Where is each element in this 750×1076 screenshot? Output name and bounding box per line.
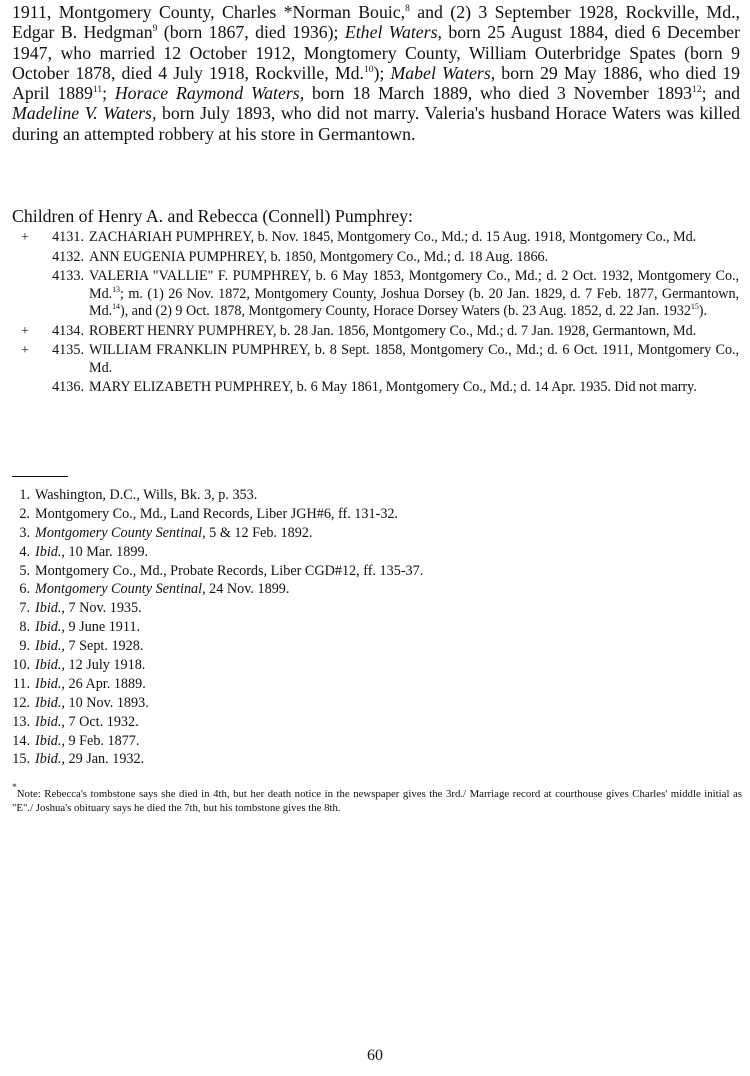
footnote-ref: 13 — [112, 284, 121, 294]
footnote-number: 5. — [19, 562, 30, 579]
italic-name: Madeline V. Waters, — [12, 103, 157, 124]
footnote — [0, 562, 750, 581]
text-run: 1911, Montgomery County, Charles *Norman Bouic, — [12, 2, 406, 22]
footnote-number: 14. — [12, 732, 30, 749]
footnote — [0, 713, 750, 732]
footnote-ref: 15 — [690, 302, 699, 311]
footnote-text — [35, 732, 139, 750]
entry-text — [89, 249, 739, 267]
italic-name: Ibid., — [35, 600, 65, 617]
footnote-text — [35, 543, 148, 561]
footnote — [0, 750, 750, 769]
italic-name: Mabel Waters, — [390, 62, 496, 83]
footnote-text — [35, 675, 146, 693]
text-run: ); — [373, 62, 391, 83]
entry-text — [89, 323, 739, 341]
text-run: Montgomery Co., Md., Probate Records, Liber CGD#12, ff. 135-37. — [35, 562, 424, 579]
text-run: born 25 August 1884, died 6 December 1947, who married 12 October 1912, Mongtomery County, William Outerbridge Spates (born 9 October 1878, died 4 July 1918, Rockville, Md. — [12, 22, 740, 83]
footnote-ref: 9 — [152, 24, 158, 35]
italic-name: Ibid., — [35, 657, 65, 674]
footnote — [0, 656, 750, 675]
narrative-paragraph — [12, 2, 740, 144]
text-run: 7 Sept. 1928. — [64, 638, 144, 655]
children-heading: Children of Henry A. and Rebecca (Connell) Pumphrey: — [12, 206, 413, 226]
text-run: 9 Feb. 1877. — [64, 732, 140, 749]
descendant-marker: + — [21, 323, 29, 339]
footnote-text — [35, 580, 289, 598]
footnote-ref: 8 — [405, 4, 410, 14]
text-run: born July 1893, who did not marry. Valeria's husband Horace Waters was killed during an attempted robbery at his store in Germantown. — [12, 103, 740, 144]
child-entry — [0, 268, 750, 321]
footnote — [0, 486, 750, 505]
text-run: ROBERT HENRY PUMPHREY, b. 28 Jan. 1856, Montgomery Co., Md.; d. 7 Jan. 1928, Germantown, Md. — [89, 322, 697, 339]
footnote — [0, 694, 750, 713]
descendant-marker: + — [21, 230, 29, 245]
footnote-text — [35, 486, 257, 504]
text-run: (born 1867, died 1936); — [157, 22, 345, 43]
endnote-text: Note: Rebecca's tombstone says she died in 4th, but her death notice in the newspaper gives the 3rd./ Marriage record at courthouse gives Charles' middle initial as "E"./ Joshua's obituary says he died the 7th, but his tombstone gives the 8th. — [12, 788, 742, 814]
editor-note — [12, 783, 742, 816]
endnote-marker: * — [12, 783, 17, 793]
italic-name: Ibid., — [35, 751, 65, 768]
text-run: WILLIAM FRANKLIN PUMPHREY, b. 8 Sept. 1858, Montgomery Co., Md.; d. 6 Oct. 1911, Montgomery Co., Md. — [89, 342, 739, 376]
footnotes-list — [0, 486, 750, 769]
italic-name: Horace Raymond Waters, — [114, 83, 305, 104]
children-list — [0, 229, 750, 399]
descendant-marker: + — [21, 343, 29, 358]
text-run: ANN EUGENIA PUMPHREY, b. 1850, Montgomery Co., Md.; d. 18 Aug. 1866. — [89, 248, 549, 265]
footnote-number: 4. — [19, 543, 30, 560]
footnote — [0, 543, 750, 562]
text-run: Washington, D.C., Wills, Bk. 3, p. 353. — [35, 487, 258, 503]
text-run: Montgomery Co., Md., Land Records, Liber JGH#6, ff. 131-32. — [35, 505, 399, 522]
footnote-text — [35, 618, 140, 636]
italic-name: Ethel Waters, — [344, 22, 442, 43]
italic-name: Ibid., — [35, 732, 65, 749]
text-run: MARY ELIZABETH PUMPHREY, b. 6 May 1861, Montgomery Co., Md.; d. 14 Apr. 1935. Did not marry. — [89, 379, 697, 395]
footnote-text — [35, 505, 398, 523]
entry-text — [89, 268, 739, 321]
entry-number: 4134. — [52, 322, 84, 339]
footnote-text — [35, 562, 423, 580]
text-run: 5 & 12 Feb. 1892. — [205, 524, 313, 541]
text-run: 26 Apr. 1889. — [64, 675, 146, 692]
entry-number: 4136. — [52, 379, 84, 395]
footnote-number: 11. — [12, 675, 30, 692]
footnote — [0, 675, 750, 694]
footnote-ref: 14 — [112, 302, 121, 311]
italic-name: Montgomery County Sentinal, — [35, 524, 206, 541]
footnote-text — [35, 713, 139, 731]
italic-name: Ibid., — [35, 675, 65, 692]
footnote-number: 15. — [12, 751, 30, 768]
footnote — [0, 732, 750, 751]
text-run: 7 Oct. 1932. — [64, 713, 139, 730]
footnote-number: 2. — [19, 505, 30, 522]
footnote-number: 1. — [19, 487, 30, 503]
footnote — [0, 580, 750, 599]
footnote-ref: 10 — [363, 64, 374, 75]
child-entry — [0, 229, 750, 247]
text-run: 7 Nov. 1935. — [64, 600, 142, 617]
footnote-text — [35, 599, 142, 617]
footnote-ref: 12 — [692, 85, 702, 96]
footnote-text — [35, 656, 145, 674]
footnote-number: 12. — [12, 694, 30, 711]
footnote-number: 9. — [19, 638, 30, 655]
text-run: ; m. (1) 26 Nov. 1872, Montgomery County, Joshua Dorsey (b. 20 Jan. 1829, d. 7 Feb. 1877, Germantown, Md. — [89, 285, 739, 319]
text-run: 24 Nov. 1899. — [205, 581, 290, 598]
footnote — [0, 637, 750, 656]
text-run: ). — [698, 303, 707, 319]
child-entry — [0, 323, 750, 341]
entry-text — [89, 379, 739, 397]
italic-name: Ibid., — [35, 543, 65, 560]
footnote-number: 10. — [12, 657, 30, 674]
footnote-number: 13. — [12, 713, 30, 730]
entry-text — [89, 229, 739, 247]
footnote — [0, 524, 750, 543]
footnote-text — [35, 637, 143, 655]
italic-name: Ibid., — [35, 694, 65, 711]
text-run: 29 Jan. 1932. — [64, 751, 145, 768]
italic-name: Ibid., — [35, 713, 65, 730]
footnote-number: 6. — [19, 581, 30, 598]
page-number: 60 — [367, 1047, 383, 1064]
text-run: 10 Nov. 1893. — [64, 694, 149, 711]
text-run: VALERIA "VALLIE" F. PUMPHREY, b. 6 May 1853, Montgomery Co., Md.; d. 2 Oct. 1932, Montgomery Co., Md. — [89, 268, 739, 302]
footnote — [0, 618, 750, 637]
footnote-ref: 11 — [92, 85, 103, 96]
text-run: ZACHARIAH PUMPHREY, b. Nov. 1845, Montgomery Co., Md.; d. 15 Aug. 1918, Montgomery Co., Md. — [89, 229, 697, 245]
child-entry — [0, 249, 750, 267]
footnote-divider — [12, 476, 68, 477]
entry-number: 4135. — [52, 342, 84, 358]
entry-text — [89, 342, 739, 377]
footnote-text — [35, 750, 144, 768]
footnote-number: 7. — [19, 600, 30, 617]
text-run: ; and — [701, 83, 740, 104]
child-entry — [0, 379, 750, 397]
footnote — [0, 505, 750, 524]
text-run: 12 July 1918. — [64, 657, 146, 674]
italic-name: Ibid., — [35, 619, 65, 636]
text-run: born 18 March 1889, who died 3 November 1893 — [304, 83, 693, 104]
entry-number: 4133. — [52, 268, 84, 284]
italic-name: Ibid., — [35, 638, 65, 655]
italic-name: Montgomery County Sentinal, — [35, 581, 206, 598]
child-entry — [0, 342, 750, 377]
footnote-text — [35, 694, 149, 712]
entry-number: 4132. — [52, 248, 84, 265]
footnote-number: 3. — [19, 524, 30, 541]
text-run: and (2) 3 September 1928, Rockville, Md., Edgar B. Hedgman — [12, 2, 740, 43]
footnote-text — [35, 524, 312, 542]
text-run: ; — [102, 83, 115, 104]
text-run: 9 June 1911. — [64, 619, 141, 636]
entry-number: 4131. — [52, 229, 84, 245]
text-run: born 29 May 1886, who died 19 April 1889 — [12, 62, 740, 104]
footnote-number: 8. — [19, 619, 30, 636]
text-run: 10 Mar. 1899. — [64, 543, 149, 560]
text-run: ), and (2) 9 Oct. 1878, Montgomery County, Horace Dorsey Waters (b. 23 Aug. 1852, d. 22 Jan. 1932 — [120, 303, 691, 319]
footnote — [0, 599, 750, 618]
